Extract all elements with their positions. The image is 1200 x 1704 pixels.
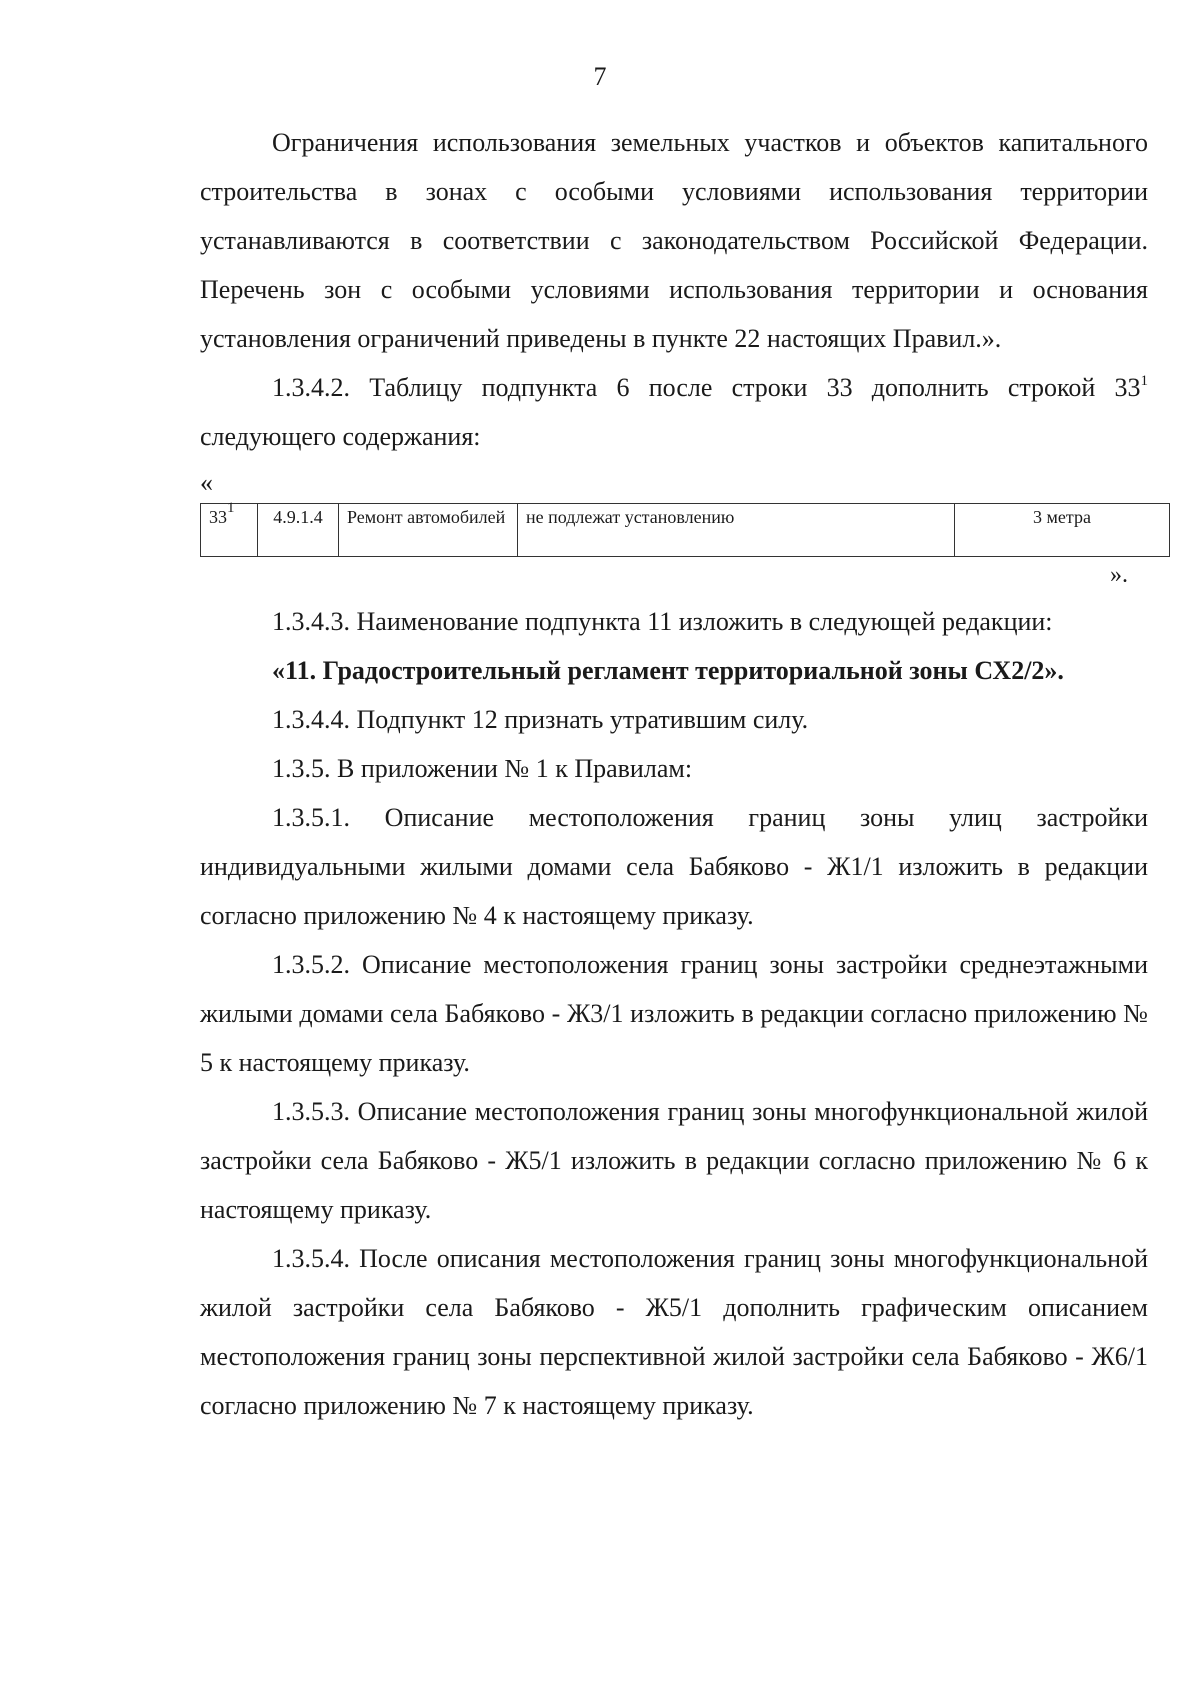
paragraph-1-3-4-2-tail: следующего содержания: [200, 422, 481, 451]
amendment-list [200, 597, 1148, 1430]
cell-code: 4.9.1.4 [258, 504, 339, 557]
paragraph-1-3-5-1: 1.3.5.1. Описание местоположения границ зоны улиц застройки индивидуальными жилыми домами села Бабяково - Ж1/1 изложить в редакции согласно приложению № 4 к настоящему приказу. [200, 803, 1148, 930]
superscript-1: 1 [1140, 373, 1148, 389]
closing-quote: ». [1110, 562, 1128, 588]
document-body [200, 118, 1148, 1430]
row-number-sup: 1 [227, 500, 235, 516]
paragraph-1-3-4-3: 1.3.4.3. Наименование подпункта 11 изложить в следующей редакции: [272, 607, 1053, 636]
paragraph-1-3-5-4: 1.3.5.4. После описания местоположения границ зоны многофункциональной жилой застройки села Бабяково - Ж5/1 дополнить графическим описанием местоположения границ зоны перспективной жилой застройки села Бабяково - Ж6/1 согласно приложению № 7 к настоящему приказу. [200, 1244, 1148, 1420]
paragraph-1-3-4-4: 1.3.4.4. Подпункт 12 признать утратившим силу. [272, 705, 809, 734]
paragraph-1-3-4-2-text: 1.3.4.2. Таблицу подпункта 6 после строки 33 дополнить строкой 33 [272, 373, 1141, 402]
paragraph-regulation-title: «11. Градостроительный регламент территориальной зоны СХ2/2». [272, 656, 1064, 685]
rules-table [200, 500, 1170, 557]
paragraph-1-3-5: 1.3.5. В приложении № 1 к Правилам: [272, 754, 693, 783]
cell-row-number [201, 500, 258, 557]
table-row [201, 504, 1170, 557]
page-number: 7 [593, 62, 607, 91]
paragraph-1-3-5-3: 1.3.5.3. Описание местоположения границ зоны многофункциональной жилой застройки села Бабяково - Ж5/1 изложить в редакции согласно приложению № 6 к настоящему приказу. [200, 1097, 1148, 1224]
opening-quote: « [200, 468, 213, 497]
row-number: 33 [209, 507, 227, 527]
cell-parameters: не подлежат установлению [518, 504, 955, 557]
cell-distance: 3 метра [955, 504, 1170, 557]
paragraph-1-3-4-2 [200, 363, 1148, 461]
paragraph-restrictions: Ограничения использования земельных участков и объектов капитального строительства в зонах с особыми условиями использования территории устанавливаются в соответствии с законодательством Российской Федерации. Перечень зон с особыми условиями использования территории и основания установления ограничений приведены в пункте 22 настоящих Правил.». [200, 128, 1148, 353]
paragraph-1-3-5-2: 1.3.5.2. Описание местоположения границ зоны застройки среднеэтажными жилыми домами села Бабяково - Ж3/1 изложить в редакции согласно приложению № 5 к настоящему приказу. [200, 950, 1148, 1077]
cell-use-name: Ремонт автомобилей [339, 504, 518, 557]
